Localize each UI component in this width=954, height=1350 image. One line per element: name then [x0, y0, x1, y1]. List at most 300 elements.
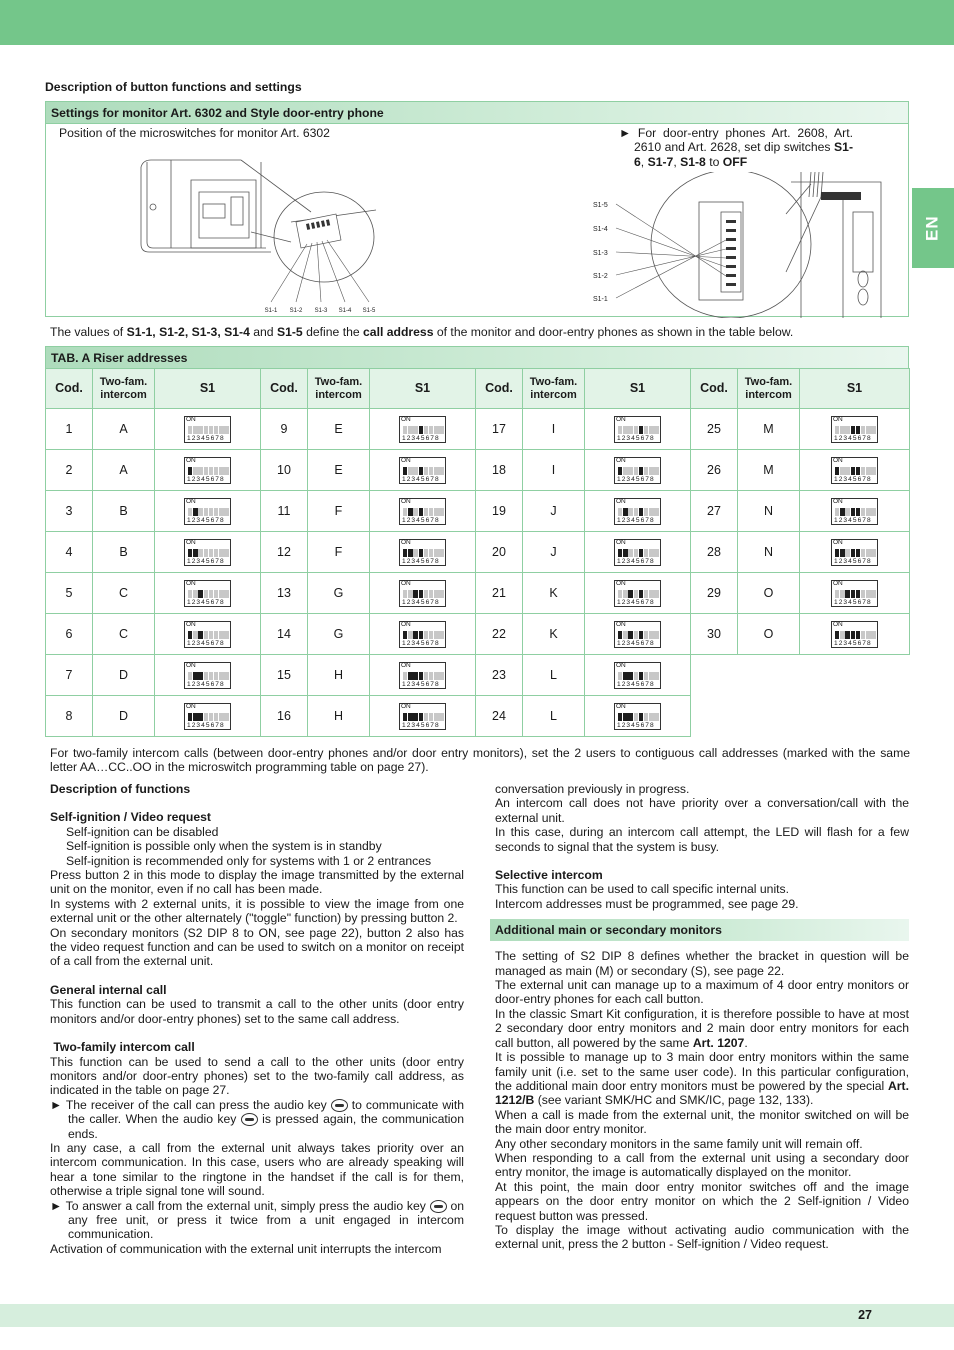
s1-cell	[370, 614, 476, 655]
additional-para: Any other secondary monitors in the same family unit will remain off.	[495, 1136, 863, 1151]
dip-lever	[214, 590, 218, 598]
additional-para: To display the image without activating audio communication with the external unit, press the 2 button - Self-ignition / Video request.	[495, 1222, 909, 1252]
dip-lever	[845, 549, 849, 557]
dip-switch-icon	[399, 539, 446, 566]
dip-lever	[193, 426, 197, 434]
dip-lever	[209, 549, 213, 557]
dip-lever	[840, 467, 844, 475]
dip-lever	[439, 590, 443, 598]
dip-lever	[623, 549, 627, 557]
dip-switch-icon	[831, 580, 878, 607]
dip-lever	[639, 426, 643, 434]
dip-lever	[861, 508, 865, 516]
empty-cell	[691, 655, 738, 696]
dip-lever	[214, 426, 218, 434]
dip-lever	[193, 508, 197, 516]
s1-cell	[370, 450, 476, 491]
dip-lever	[851, 631, 855, 639]
dip-lever	[403, 672, 407, 680]
header-two-fam-line2: intercom	[530, 388, 577, 401]
cod-cell: 2	[46, 450, 93, 491]
table-row	[46, 614, 910, 655]
cod-cell: 13	[261, 573, 308, 614]
dip-lever	[224, 590, 228, 598]
dip-lever	[403, 713, 407, 721]
note-s1-6: S1-6	[634, 140, 853, 169]
dip-lever	[649, 426, 653, 434]
dip-lever	[871, 467, 875, 475]
dip-lever	[198, 508, 202, 516]
cod-cell: 19	[476, 491, 523, 532]
dip-lever	[639, 672, 643, 680]
two-fam-cell: G	[308, 573, 370, 614]
door-phone-drawing	[581, 172, 911, 318]
dip-numbers: 12345678	[834, 475, 872, 483]
additional-para	[495, 1007, 909, 1050]
dip-lever	[434, 426, 438, 434]
dip-on-label: ON	[833, 497, 843, 505]
s1-cell	[155, 450, 261, 491]
cod-cell: 8	[46, 696, 93, 737]
s1-cell	[155, 491, 261, 532]
cod-cell: 17	[476, 409, 523, 450]
dip-on-label: ON	[401, 456, 411, 464]
s1-cell	[155, 614, 261, 655]
additional-text: .	[744, 1035, 748, 1050]
dip-lever	[845, 426, 849, 434]
dip-lever	[403, 467, 407, 475]
empty-cell	[738, 655, 800, 696]
receiver-text-a: ► The receiver of the call can press the audio key	[50, 1097, 331, 1112]
dip-lever	[413, 672, 417, 680]
dip-lever	[193, 672, 197, 680]
dip-lever	[429, 672, 433, 680]
cod-cell: 23	[476, 655, 523, 696]
additional-para: The setting of S2 DIP 8 defines whether the bracket in question will be managed as main (M) or secondary (S), see page 22.	[495, 949, 909, 978]
dip-lever	[204, 426, 208, 434]
dip-lever	[623, 426, 627, 434]
dip-on-label: ON	[833, 538, 843, 546]
dip-lever	[439, 549, 443, 557]
dip-on-label: ON	[616, 620, 626, 628]
table-row	[46, 573, 910, 614]
dip-lever	[654, 426, 658, 434]
dip-lever	[634, 590, 638, 598]
dip-lever	[204, 508, 208, 516]
cod-cell: 4	[46, 532, 93, 573]
dip-numbers: 12345678	[834, 434, 872, 442]
dip-lever	[403, 426, 407, 434]
dip-on-label: ON	[616, 456, 626, 464]
dip-lever	[403, 631, 407, 639]
dip-lever	[861, 549, 865, 557]
s1-cell	[155, 655, 261, 696]
dip-lever	[851, 590, 855, 598]
left-label-s1-3: S1-3	[314, 308, 328, 314]
dip-lever	[188, 631, 192, 639]
dip-switch-icon	[399, 416, 446, 443]
header-s1: S1	[155, 369, 261, 409]
header-cod: Cod.	[476, 369, 523, 409]
s1-cell	[585, 409, 691, 450]
priority-para: In any case, a call from the external unit always takes priority over an intercom communication. In this case, users who are already speaking will hear a tone similar to the ringtone in the handset if the call is for them, otherwise a triple signal tone will sound.	[50, 1140, 464, 1199]
receiver-text-b: to communicate with the caller. When the audio key	[68, 1097, 464, 1127]
additional-para: The external unit can manage up to a maximum of 4 door entry monitors or door-entry phones for each call button.	[495, 978, 909, 1007]
dip-lever	[408, 467, 412, 475]
dip-numbers: 12345678	[617, 639, 655, 647]
dip-on-label: ON	[616, 415, 626, 423]
dip-switch-icon	[831, 498, 878, 525]
two-fam-cell: I	[523, 450, 585, 491]
dip-lever	[439, 713, 443, 721]
dip-lever	[408, 713, 412, 721]
activation-para: Activation of communication with the external unit interrupts the intercom	[50, 1241, 442, 1256]
dip-lever	[429, 713, 433, 721]
dip-lever	[219, 590, 223, 598]
page-number: 27	[858, 1308, 872, 1322]
dip-lever	[649, 713, 653, 721]
dip-lever	[188, 508, 192, 516]
self-ignition-item: Self-ignition is possible only when the system is in standby	[66, 839, 382, 854]
dip-lever	[219, 631, 223, 639]
dip-lever	[649, 467, 653, 475]
table-row	[46, 532, 910, 573]
s1-cell	[155, 532, 261, 573]
dip-lever	[644, 631, 648, 639]
dip-lever	[408, 672, 412, 680]
answer-instruction	[50, 1199, 464, 1242]
dip-lever	[639, 631, 643, 639]
dip-lever	[224, 426, 228, 434]
dip-lever	[408, 508, 412, 516]
dip-on-label: ON	[401, 415, 411, 423]
cod-cell: 7	[46, 655, 93, 696]
dip-lever	[654, 467, 658, 475]
right-label-s1-5: S1-5	[593, 202, 608, 209]
dip-numbers: 12345678	[187, 721, 225, 729]
cod-cell: 14	[261, 614, 308, 655]
dip-lever	[639, 549, 643, 557]
dip-lever	[866, 631, 870, 639]
dip-lever	[639, 508, 643, 516]
dip-lever	[840, 426, 844, 434]
dip-on-label: ON	[186, 538, 196, 546]
dip-lever	[871, 508, 875, 516]
dip-lever	[413, 467, 417, 475]
dip-numbers: 12345678	[617, 598, 655, 606]
s1-cell	[370, 655, 476, 696]
table-row	[46, 450, 910, 491]
two-fam-cell: M	[738, 409, 800, 450]
receiver-text-c: is pressed again, the communication ends.	[68, 1112, 464, 1141]
dip-lever	[840, 508, 844, 516]
dip-lever	[851, 549, 855, 557]
two-fam-cell: K	[523, 614, 585, 655]
two-family-note: For two-family intercom calls (between door-entry phones and/or door entry monitors), set the 2 users to contiguous call addresses (marked with the same letter AA…CC..OO in the microswitch programming table on page 27).	[50, 746, 910, 775]
empty-cell	[738, 696, 800, 737]
dip-lever	[424, 467, 428, 475]
dip-on-label: ON	[401, 661, 411, 669]
two-fam-cell: D	[93, 655, 155, 696]
selective-para: This function can be used to call specific internal units.	[495, 882, 790, 897]
dip-lever	[649, 508, 653, 516]
dip-lever	[866, 549, 870, 557]
dip-lever	[424, 631, 428, 639]
dip-lever	[649, 549, 653, 557]
header-two-fam-line1: Two-fam.	[529, 375, 578, 388]
dip-lever	[424, 426, 428, 434]
dip-lever	[408, 426, 412, 434]
s1-cell	[585, 614, 691, 655]
dip-lever	[628, 672, 632, 680]
dip-numbers: 12345678	[402, 680, 440, 688]
dip-lever	[644, 549, 648, 557]
dip-lever	[429, 426, 433, 434]
dip-lever	[419, 713, 423, 721]
dip-lever	[219, 426, 223, 434]
monitor-6302-drawing	[131, 152, 401, 318]
art-1207: Art. 1207	[692, 1035, 745, 1050]
header-two-fam-line1: Two-fam.	[744, 375, 793, 388]
dip-lever	[623, 631, 627, 639]
dip-lever	[623, 672, 627, 680]
self-ignition-para: In systems with 2 external units, it is possible to view the image from one external unit or the other alternately ("toggle" function) by pressing button 2.	[50, 896, 464, 926]
cod-cell: 30	[691, 614, 738, 655]
dip-on-label: ON	[401, 579, 411, 587]
dip-lever	[214, 508, 218, 516]
dip-on-label: ON	[401, 702, 411, 710]
dip-numbers: 12345678	[402, 475, 440, 483]
two-family-title: Two-family intercom call	[50, 1040, 195, 1055]
dip-lever	[419, 631, 423, 639]
right-label-s1-3: S1-3	[593, 250, 608, 257]
dip-lever	[198, 590, 202, 598]
header-two-fam	[308, 369, 370, 409]
s1-cell	[800, 573, 910, 614]
s1-cell	[585, 573, 691, 614]
cod-cell: 28	[691, 532, 738, 573]
dip-on-label: ON	[401, 620, 411, 628]
dip-lever	[840, 590, 844, 598]
dip-lever	[429, 549, 433, 557]
cod-cell: 15	[261, 655, 308, 696]
dip-lever	[214, 713, 218, 721]
top-color-band	[0, 0, 954, 45]
two-fam-cell: H	[308, 655, 370, 696]
right-column	[495, 782, 909, 1252]
dip-lever	[224, 467, 228, 475]
s1-cell	[370, 532, 476, 573]
dip-switch-icon	[399, 580, 446, 607]
dip-lever	[188, 672, 192, 680]
dip-numbers: 12345678	[834, 598, 872, 606]
note-text: ► For door-entry phones Art. 2608, Art. 2610 and Art. 2628, set dip switches	[619, 126, 853, 155]
dip-lever	[861, 426, 865, 434]
dip-lever	[654, 631, 658, 639]
dip-switch-icon	[399, 498, 446, 525]
dip-lever	[654, 713, 658, 721]
dip-lever	[403, 590, 407, 598]
dip-lever	[871, 631, 875, 639]
additional-para	[495, 1050, 909, 1108]
dip-lever	[193, 590, 197, 598]
dip-lever	[419, 549, 423, 557]
s1-cell	[370, 696, 476, 737]
values-pre: The values of	[50, 325, 127, 339]
dip-lever	[654, 590, 658, 598]
dip-lever	[856, 508, 860, 516]
dip-lever	[639, 590, 643, 598]
dip-lever	[429, 631, 433, 639]
two-fam-cell: B	[93, 491, 155, 532]
dip-lever	[413, 590, 417, 598]
dip-numbers: 12345678	[617, 516, 655, 524]
two-fam-cell: F	[308, 532, 370, 573]
two-fam-cell: J	[523, 532, 585, 573]
dip-switch-icon	[614, 621, 661, 648]
dip-lever	[618, 426, 622, 434]
dip-lever	[219, 713, 223, 721]
dip-lever	[845, 467, 849, 475]
dip-lever	[644, 672, 648, 680]
dip-lever	[840, 631, 844, 639]
dip-lever	[188, 426, 192, 434]
dip-lever	[623, 508, 627, 516]
dip-on-label: ON	[401, 538, 411, 546]
dip-switch-icon	[184, 498, 231, 525]
dip-lever	[628, 590, 632, 598]
dip-lever	[644, 713, 648, 721]
dip-lever	[439, 508, 443, 516]
dip-on-label: ON	[186, 415, 196, 423]
cod-cell: 3	[46, 491, 93, 532]
dip-switch-icon	[184, 539, 231, 566]
dip-lever	[866, 508, 870, 516]
dip-lever	[835, 590, 839, 598]
dip-lever	[219, 467, 223, 475]
general-call-para: This function can be used to transmit a call to the other units (door entry monitors and/or door-entry phones) set to the same call address.	[50, 997, 464, 1026]
note-s1-8: S1-8	[680, 154, 706, 169]
dip-lever	[408, 631, 412, 639]
empty-cell	[800, 696, 910, 737]
dip-on-label: ON	[833, 579, 843, 587]
s1-cell	[800, 491, 910, 532]
dip-on-label: ON	[616, 661, 626, 669]
dip-lever	[861, 631, 865, 639]
cod-cell: 10	[261, 450, 308, 491]
cod-cell: 24	[476, 696, 523, 737]
dip-lever	[224, 508, 228, 516]
selective-para: Intercom addresses must be programmed, see page 29.	[495, 896, 799, 911]
dip-lever	[851, 426, 855, 434]
dip-lever	[856, 631, 860, 639]
dip-switch-icon	[614, 580, 661, 607]
dip-lever	[204, 549, 208, 557]
dip-lever	[419, 426, 423, 434]
language-tab[interactable]	[912, 188, 954, 268]
answer-text-a: ► To answer a call from the external unit, simply press the audio key	[50, 1198, 430, 1213]
dip-lever	[644, 508, 648, 516]
dip-lever	[871, 549, 875, 557]
two-family-para: This function can be used to send a call to the other units (door entry monitors and/or door-entry phones) set to the two-family call address, as indicated in the table on page 27.	[50, 1054, 464, 1098]
dip-on-label: ON	[833, 415, 843, 423]
dip-lever	[413, 508, 417, 516]
dip-numbers: 12345678	[402, 598, 440, 606]
dip-lever	[861, 590, 865, 598]
dip-lever	[419, 467, 423, 475]
s1-cell	[585, 696, 691, 737]
self-ignition-title: Self-ignition / Video request	[50, 810, 211, 825]
cod-cell: 22	[476, 614, 523, 655]
cod-cell: 29	[691, 573, 738, 614]
dip-lever	[219, 508, 223, 516]
dip-lever	[429, 508, 433, 516]
header-two-fam-line1: Two-fam.	[314, 375, 363, 388]
cod-cell: 6	[46, 614, 93, 655]
dip-lever	[413, 713, 417, 721]
cod-cell: 18	[476, 450, 523, 491]
dip-lever	[634, 549, 638, 557]
dip-lever	[408, 549, 412, 557]
dip-lever	[224, 549, 228, 557]
dip-numbers: 12345678	[187, 598, 225, 606]
table-row	[46, 409, 910, 450]
dip-numbers: 12345678	[834, 516, 872, 524]
two-fam-cell: E	[308, 450, 370, 491]
self-ignition-item: Self-ignition is recommended only for systems with 1 or 2 entrances	[66, 853, 432, 868]
dip-lever	[224, 631, 228, 639]
values-b1: S1-1, S1-2, S1-3, S1-4	[126, 325, 250, 339]
dip-lever	[209, 590, 213, 598]
dip-lever	[424, 549, 428, 557]
dip-lever	[634, 672, 638, 680]
dip-lever	[209, 631, 213, 639]
header-two-fam-line2: intercom	[315, 388, 362, 401]
header-two-fam	[93, 369, 155, 409]
table-row	[46, 696, 910, 737]
general-call-title: General internal call	[50, 982, 167, 997]
dip-lever	[434, 631, 438, 639]
dip-lever	[856, 426, 860, 434]
dip-on-label: ON	[186, 579, 196, 587]
dip-switch-icon	[184, 416, 231, 443]
dip-lever	[429, 590, 433, 598]
dip-lever	[628, 549, 632, 557]
answer-text-b: on any free unit, or press it twice from a unit engaged in intercom communication.	[68, 1198, 465, 1242]
settings-box	[45, 101, 909, 317]
dip-lever	[424, 508, 428, 516]
dip-numbers: 12345678	[617, 680, 655, 688]
dip-lever	[835, 467, 839, 475]
dip-lever	[434, 590, 438, 598]
dip-lever	[835, 508, 839, 516]
dip-lever	[434, 549, 438, 557]
dip-lever	[419, 672, 423, 680]
dip-lever	[835, 631, 839, 639]
riser-address-table	[45, 368, 910, 737]
dip-numbers: 12345678	[617, 475, 655, 483]
language-tab-label: EN	[922, 215, 942, 241]
continuation-para: conversation previously in progress.	[495, 782, 690, 796]
dip-lever	[434, 672, 438, 680]
table-header-row	[46, 369, 910, 409]
dip-lever	[188, 713, 192, 721]
dip-numbers: 12345678	[187, 680, 225, 688]
two-fam-cell: N	[738, 532, 800, 573]
right-label-s1-4: S1-4	[593, 226, 608, 233]
dip-lever	[649, 672, 653, 680]
dip-lever	[209, 426, 213, 434]
